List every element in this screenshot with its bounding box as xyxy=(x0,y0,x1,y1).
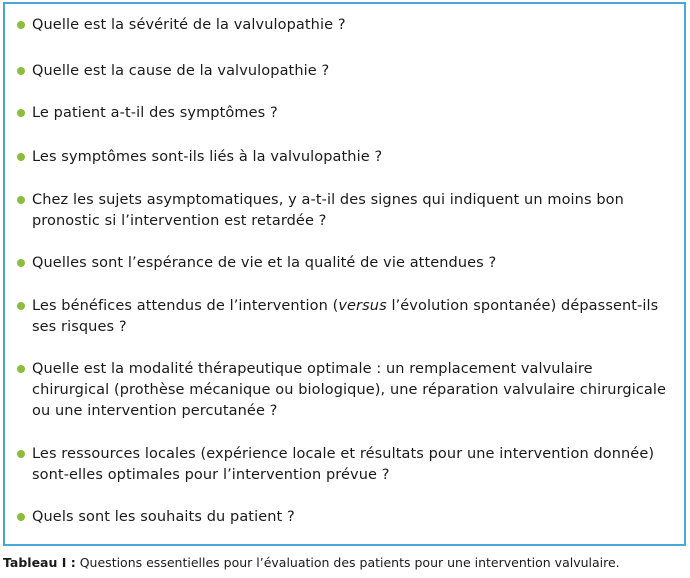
question-text: Quelle est la cause de la valvulopathie ? xyxy=(32,63,330,79)
bullet-icon xyxy=(17,109,25,117)
list-item xyxy=(17,61,672,82)
question-text: Quels sont les souhaits du patient ? xyxy=(32,509,295,525)
list-item xyxy=(17,190,672,232)
bullet-icon xyxy=(17,513,25,521)
list-item xyxy=(17,444,672,486)
list-item xyxy=(17,507,672,528)
bullet-icon xyxy=(17,302,25,310)
list-item xyxy=(17,253,672,274)
question-text: Les ressources locales (expérience locale et résultats pour une intervention donnée) sont-elles optimales pour l’intervention prévue ? xyxy=(32,446,655,483)
list-item xyxy=(17,103,672,124)
bullet-icon xyxy=(17,196,25,204)
bullet-icon xyxy=(17,153,25,161)
question-text: Quelles sont l’espérance de vie et la qualité de vie attendues ? xyxy=(32,255,497,271)
question-text: Chez les sujets asymptomatiques, y a-t-il des signes qui indiquent un moins bon pronostic si l’intervention est retardée ? xyxy=(32,192,624,229)
question-text: Le patient a-t-il des symptômes ? xyxy=(32,105,278,121)
bullet-icon xyxy=(17,67,25,75)
question-text-part: l’évolution spontanée) dépassent-ils ses risques ? xyxy=(32,298,659,335)
table-caption xyxy=(3,555,620,571)
bullet-icon xyxy=(17,259,25,267)
table-frame xyxy=(3,2,686,546)
question-text xyxy=(17,296,672,338)
list-item xyxy=(17,15,672,36)
caption-label: Tableau I : xyxy=(3,555,76,570)
caption-text: Questions essentielles pour l’évaluation des patients pour une intervention valvulaire. xyxy=(75,555,620,570)
bullet-icon xyxy=(17,450,25,458)
versus-italic: versus xyxy=(338,298,387,314)
bullet-icon xyxy=(17,365,25,373)
list-item xyxy=(17,147,672,168)
bullet-icon xyxy=(17,21,25,29)
question-text: Quelle est la sévérité de la valvulopathie ? xyxy=(32,17,346,33)
question-text: Les symptômes sont-ils liés à la valvulopathie ? xyxy=(32,149,383,165)
question-text: Quelle est la modalité thérapeutique optimale : un remplacement valvulaire chirurgical (prothèse mécanique ou biologique), une réparation valvulaire chirurgicale ou une intervention percutanée ? xyxy=(32,361,667,419)
question-text-part: Les bénéfices attendus de l’intervention ( xyxy=(32,298,339,314)
list-item xyxy=(17,296,672,338)
list-item xyxy=(17,359,672,422)
